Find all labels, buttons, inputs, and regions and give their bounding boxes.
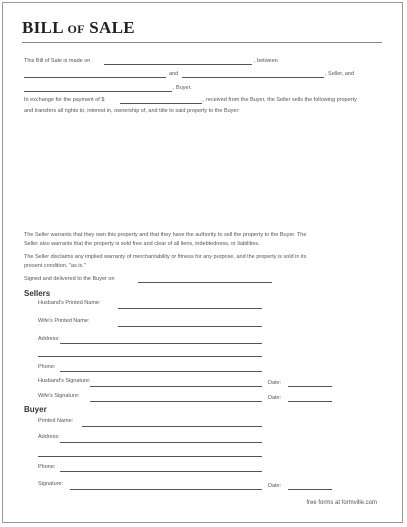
payment-amount-field[interactable]: [120, 103, 202, 104]
buyer-printed-name-label: Printed Name:: [38, 418, 74, 424]
warranty-text-line-1: The Seller warrants that they own this property and that they have the authority to sell the property to the Buyer. The: [24, 232, 307, 238]
husband-signature-label: Husband's Signature:: [38, 378, 91, 384]
intro-text-between: , between: [254, 58, 278, 64]
sale-date-field[interactable]: [104, 64, 252, 65]
wife-printed-name-field[interactable]: [118, 326, 262, 327]
wife-date-label: Date:: [268, 395, 282, 401]
husband-date-label: Date:: [268, 380, 282, 386]
buyer-phone-label: Phone:: [38, 464, 56, 470]
exchange-text-received: , received from the Buyer, the Seller sells the following property: [203, 97, 357, 103]
buyer-name-field[interactable]: [24, 91, 172, 92]
sellers-heading: Sellers: [24, 289, 51, 298]
seller-address-label: Address:: [38, 336, 60, 342]
title-word-of: OF: [67, 22, 85, 36]
delivery-date-field[interactable]: [138, 282, 272, 283]
wife-signature-field[interactable]: [90, 401, 262, 402]
buyer-signature-field[interactable]: [70, 489, 262, 490]
document-title: [22, 18, 135, 38]
buyer-phone-field[interactable]: [60, 471, 262, 472]
seller-name-field-2[interactable]: [182, 77, 324, 78]
husband-date-field[interactable]: [288, 386, 332, 387]
husband-printed-name-label: Husband's Printed Name:: [38, 300, 101, 306]
buyer-address-field-2[interactable]: [38, 456, 262, 457]
seller-address-field-1[interactable]: [60, 343, 262, 344]
title-word-sale: SALE: [89, 18, 135, 37]
buyer-printed-name-field[interactable]: [82, 426, 262, 427]
intro-text-seller: , Seller, and: [325, 71, 355, 77]
exchange-text-payment: In exchange for the payment of $: [24, 97, 105, 103]
buyer-address-field-1[interactable]: [60, 442, 262, 443]
disclaimer-text-line-2: present condition, "as is.": [24, 263, 86, 269]
buyer-date-field[interactable]: [288, 489, 332, 490]
intro-text-buyer: , Buyer.: [173, 85, 192, 91]
seller-name-field-1[interactable]: [24, 77, 166, 78]
intro-text-made-on: This Bill of Sale is made on: [24, 58, 91, 64]
buyer-heading: Buyer: [24, 405, 47, 414]
seller-address-field-2[interactable]: [38, 356, 262, 357]
wife-printed-name-label: Wife's Printed Name:: [38, 318, 90, 324]
intro-text-and: and: [169, 71, 179, 77]
wife-date-field[interactable]: [288, 401, 332, 402]
husband-printed-name-field[interactable]: [118, 308, 262, 309]
husband-signature-field[interactable]: [90, 386, 262, 387]
disclaimer-text-line-1: The Seller disclaims any implied warranty of merchantability or fitness for any purpose, and the property is sold in its: [24, 254, 307, 260]
seller-phone-label: Phone:: [38, 364, 56, 370]
title-word-bill: BILL: [22, 18, 63, 37]
signed-delivered-text: Signed and delivered to the Buyer on: [24, 276, 115, 282]
property-description-area[interactable]: [24, 120, 378, 228]
buyer-signature-label: Signature:: [38, 481, 64, 487]
exchange-text-transfer: and transfers all rights to, interest in, ownership of, and title to said property to the Buyer:: [24, 108, 240, 114]
footer-credit: free forms at formville.com: [306, 500, 377, 506]
seller-phone-field[interactable]: [60, 371, 262, 372]
warranty-text-line-2: Seller also warrants that the property is sold free and clear of all liens, indebtedness, or liabilities.: [24, 241, 260, 247]
buyer-address-label: Address:: [38, 434, 60, 440]
title-underline: [22, 42, 382, 43]
buyer-date-label: Date:: [268, 483, 282, 489]
wife-signature-label: Wife's Signature:: [38, 393, 80, 399]
